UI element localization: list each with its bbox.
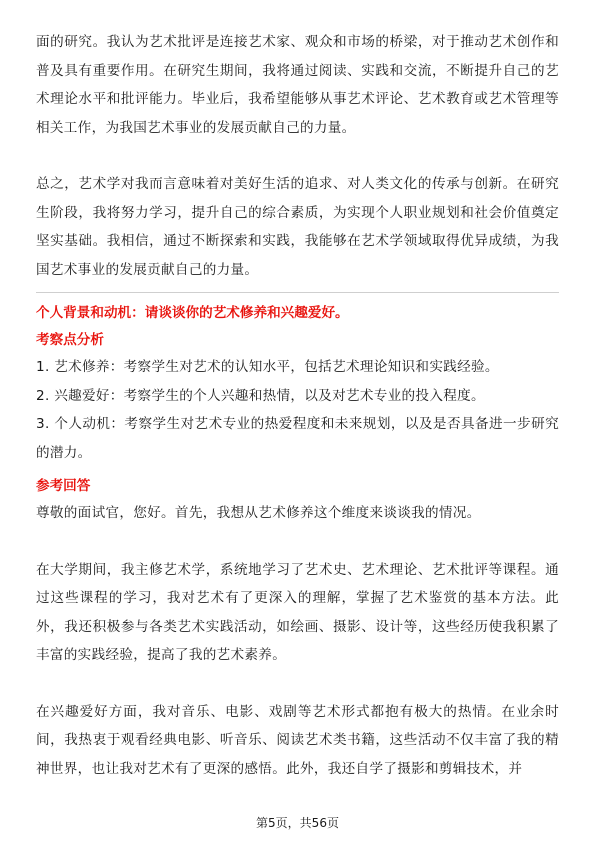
page-number: 第5页，共56页: [256, 816, 339, 830]
question-title: 个人背景和动机：请谈谈你的艺术修养和兴趣爱好。: [36, 305, 349, 321]
section-divider: [36, 292, 559, 293]
analysis-item-3: 3. 个人动机：考察学生对艺术专业的热爱程度和未来规划，以及是否具备进一步研究的潜力。: [36, 416, 559, 461]
analysis-item-1: 1. 艺术修养：考察学生对艺术的认知水平，包括艺术理论知识和实践经验。: [36, 359, 499, 375]
analysis-item-2: 2. 兴趣爱好：考察学生的个人兴趣和热情，以及对艺术专业的投入程度。: [36, 387, 485, 404]
analysis-heading: 考察点分析: [36, 332, 104, 348]
document-page: [36, 28, 559, 783]
answer-heading: 参考回答: [36, 478, 91, 494]
intro-paragraph-2: 总之，艺术学对我而言意味着对美好生活的追求、对人类文化的传承与创新。在研究生阶段，我将努力学习，提升自己的综合素质，为实现个人职业规划和社会价值奠定坚实基础。我相信，通过不断探索和实践，我能够在艺术学领域取得优异成绩，为我国艺术事业的发展贡献自己的力量。: [36, 176, 559, 278]
intro-paragraph-1: 面的研究。我认为艺术批评是连接艺术家、观众和市场的桥梁，对于推动艺术创作和普及具有重要作用。在研究生期间，我将通过阅读、实践和交流，不断提升自己的艺术理论水平和批评能力。毕业后，我希望能够从事艺术评论、艺术教育或艺术管理等相关工作，为我国艺术事业的发展贡献自己的力量。: [36, 34, 559, 136]
answer-paragraph-3: 在兴趣爱好方面，我对音乐、电影、戏剧等艺术形式都抱有极大的热情。在业余时间，我热衷于观看经典电影、听音乐、阅读艺术类书籍，这些活动不仅丰富了我的精神世界，也让我对艺术有了更深的感悟。此外，我还自学了摄影和剪辑技术，并: [36, 703, 559, 777]
answer-paragraph-2: 在大学期间，我主修艺术学，系统地学习了艺术史、艺术理论、艺术批评等课程。通过这些课程的学习，我对艺术有了更深入的理解，掌握了艺术鉴赏的基本方法。此外，我还积极参与各类艺术实践活动，如绘画、摄影、设计等，这些经历使我积累了丰富的实践经验，提高了我的艺术素养。: [36, 561, 559, 663]
answer-paragraph-1: 尊敬的面试官，您好。首先，我想从艺术修养这个维度来谈谈我的情况。: [36, 505, 481, 521]
